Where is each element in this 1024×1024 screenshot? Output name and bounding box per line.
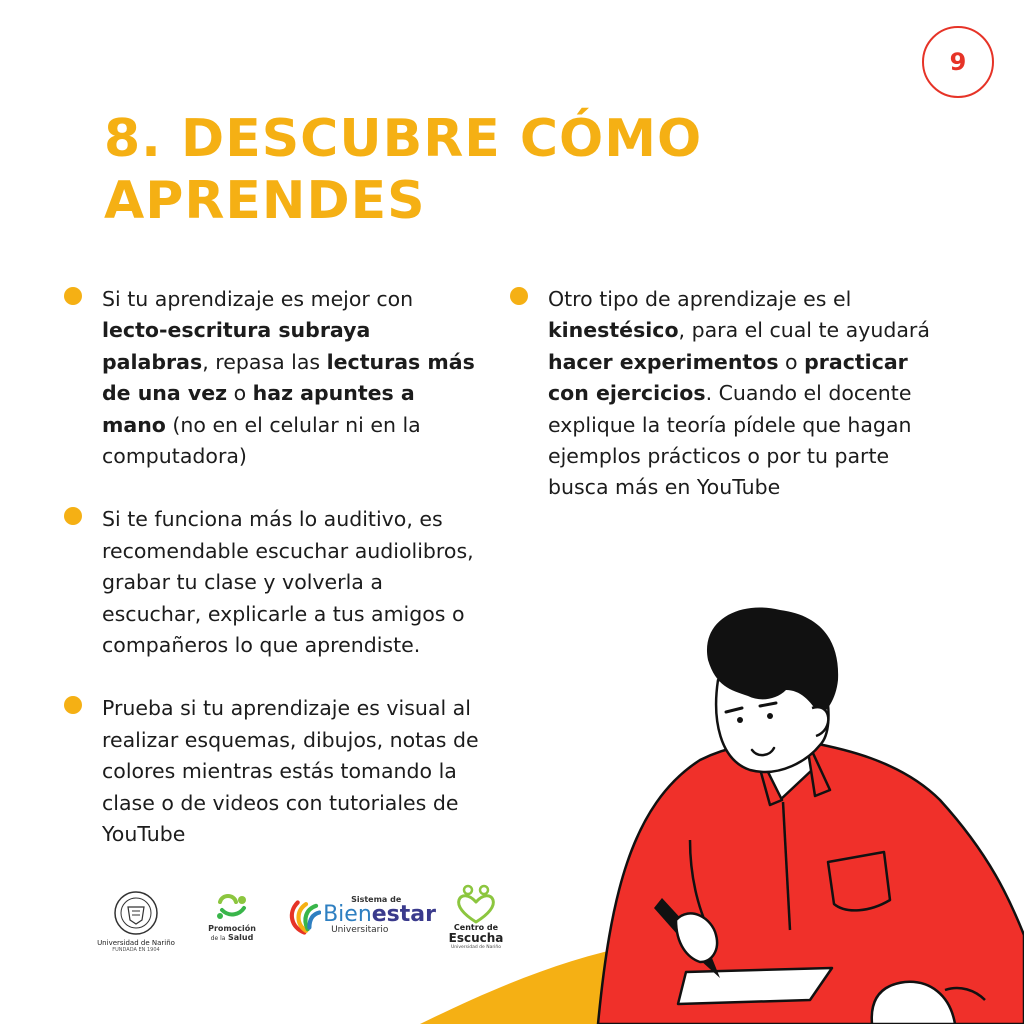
udenar-sub: FUNDADA EN 1904	[112, 947, 160, 953]
bienestar-swirl-icon	[286, 890, 321, 940]
page-number-badge	[922, 26, 994, 98]
tip-text: Si te funciona más lo auditivo, es recomendable escuchar audiolibros, grabar tu clase y volverla a escuchar, explicarle a tus amigos o compañeros lo que aprendiste.	[102, 507, 474, 658]
tip-item-kinestesico	[510, 284, 930, 504]
bienestar-a: Bien	[323, 901, 372, 927]
promocion-line2a: de la	[210, 935, 226, 942]
paper-shape	[678, 968, 832, 1004]
centro-sub: Universidad de Nariño	[450, 945, 502, 951]
centro-line1: Centro de	[453, 923, 499, 932]
promocion-line1: Promoción	[208, 924, 256, 933]
bienestar-logo	[286, 890, 436, 940]
udenar-logo	[97, 890, 175, 953]
bullet-dot-icon	[64, 507, 82, 525]
tip-text: Si tu aprendizaje es mejor con lecto-escritura subraya palabras, repasa las lecturas más de una vez o haz apuntes a mano (no en el celular ni en la computadora)	[102, 287, 475, 469]
bienestar-top: Sistema de	[351, 894, 402, 904]
bienestar-bottom: Universitario	[331, 924, 389, 935]
tip-text: Prueba si tu aprendizaje es visual al realizar esquemas, dibujos, notas de colores mientras estás tomando la clase o de videos con tutoriales de YouTube	[102, 696, 479, 847]
tip-item-lecto-escritura	[64, 284, 484, 472]
promocion-salud-logo	[200, 892, 264, 942]
university-seal-icon	[113, 890, 159, 936]
tip-item-auditivo	[64, 504, 484, 661]
promocion-salud-icon	[212, 892, 252, 924]
tip-text: Otro tipo de aprendizaje es el kinestésico, para el cual te ayudará hacer experimentos o practicar con ejercicios. Cuando el docente explique la teoría pídele que hagan ejemplos prácticos o por tu parte busca más en YouTube	[548, 287, 930, 500]
tips-list-right	[510, 284, 930, 536]
promocion-line2b: Salud	[227, 933, 254, 942]
page-title: 8. DESCUBRE CÓMO APRENDES	[104, 109, 703, 231]
bienestar-b: estar	[371, 901, 436, 927]
bullet-dot-icon	[510, 287, 528, 305]
page-number: 9	[949, 48, 967, 76]
udenar-name: Universidad de Nariño	[97, 939, 175, 947]
tips-list-left	[64, 284, 484, 883]
centro-line2: Escucha	[448, 931, 504, 945]
tip-item-visual	[64, 693, 484, 850]
bullet-dot-icon	[64, 696, 82, 714]
centro-escucha-heart-icon	[453, 884, 499, 924]
bullet-dot-icon	[64, 287, 82, 305]
centro-escucha-logo	[444, 884, 508, 950]
footer-logos	[97, 884, 520, 964]
